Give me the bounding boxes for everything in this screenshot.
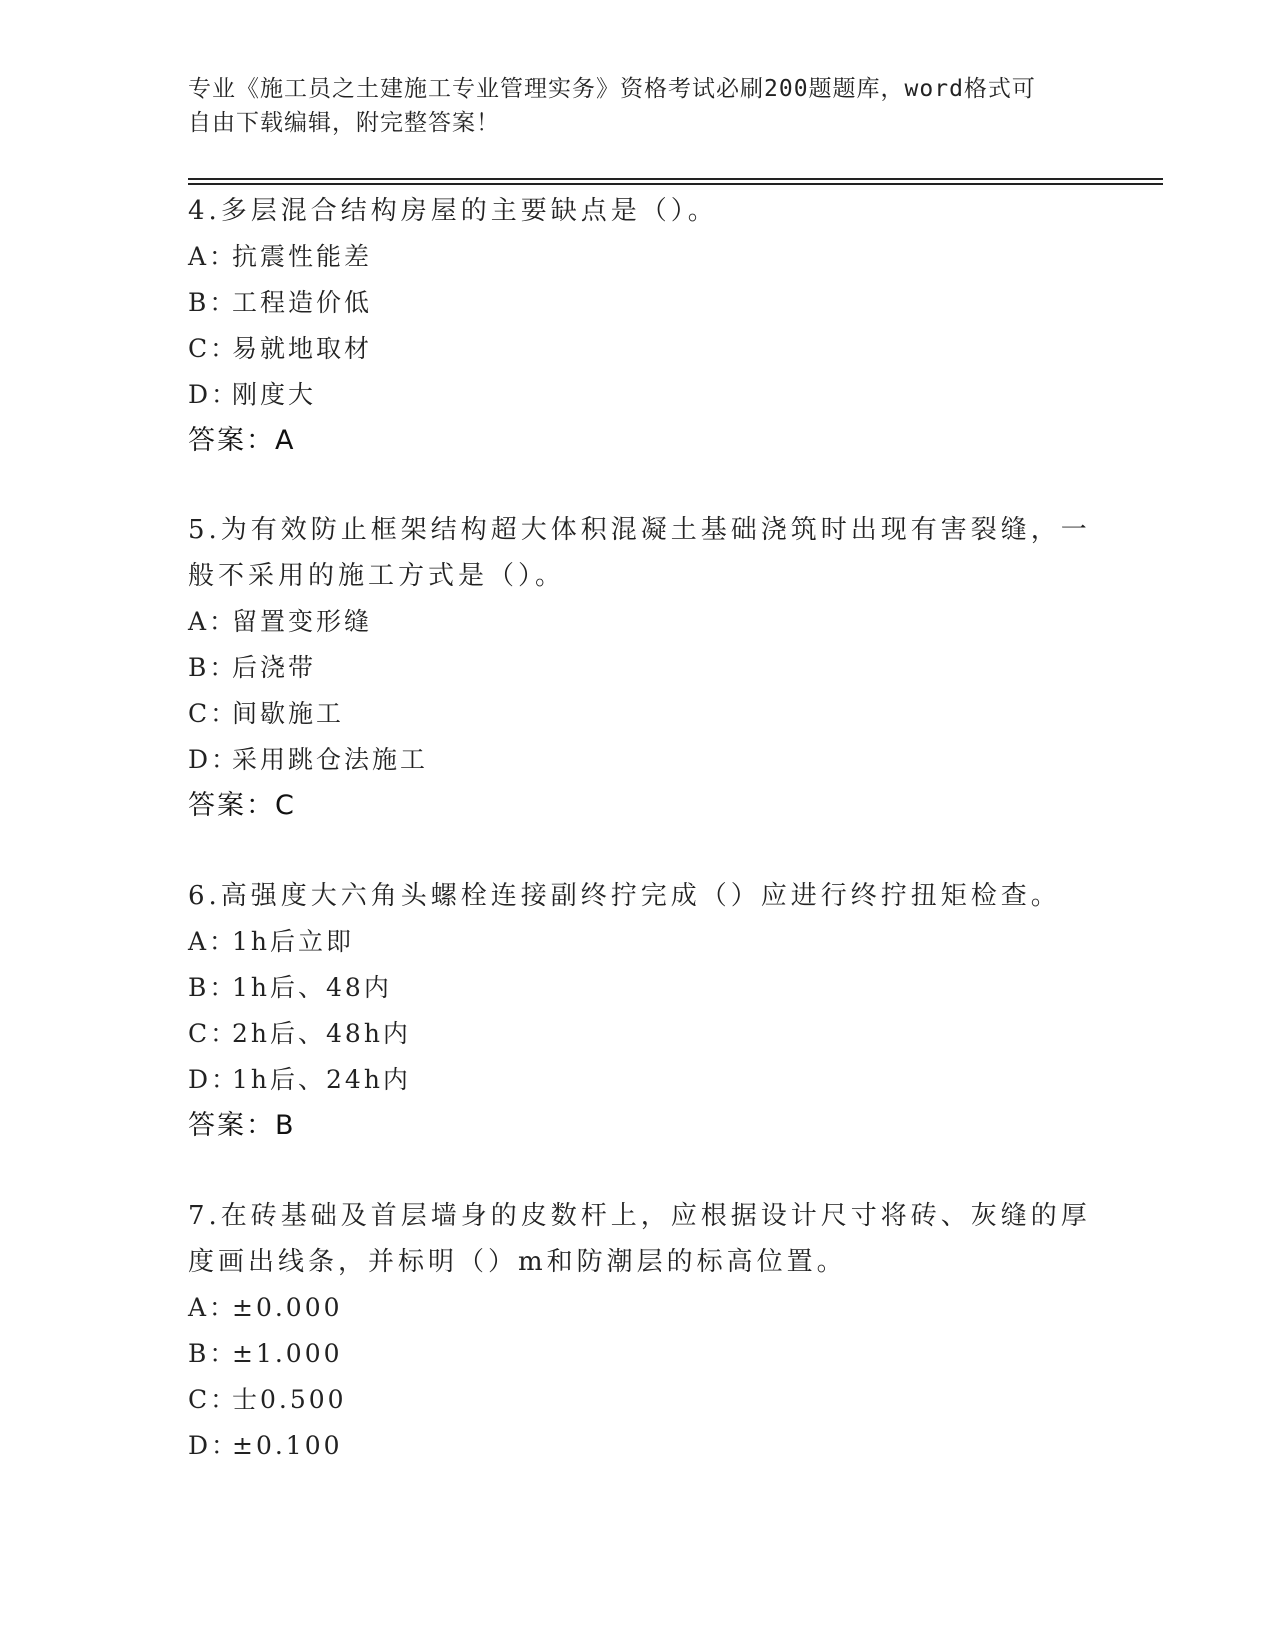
option-a (188, 919, 1068, 965)
option-a (188, 234, 1068, 280)
question-4 (188, 188, 1068, 464)
option-text: 1h后立即 (232, 927, 355, 956)
option-c (188, 1011, 1068, 1057)
header-divider-bottom (188, 183, 1163, 185)
option-b (188, 645, 1068, 691)
question-stem: 4.多层混合结构房屋的主要缺点是（）。 (188, 196, 718, 226)
document-header (188, 72, 1068, 140)
option-key: B： (188, 653, 238, 682)
option-key: D： (188, 745, 240, 774)
option-key: B： (188, 1339, 238, 1368)
option-c (188, 1377, 1068, 1423)
question-stem-line-1: 7.在砖基础及首层墙身的皮数杆上，应根据设计尺寸将砖、灰缝的厚 (188, 1201, 1091, 1231)
option-text: 1h后、48内 (232, 973, 392, 1002)
option-text: 1h后、24h内 (232, 1065, 411, 1094)
option-text: 抗震性能差 (232, 242, 373, 271)
question-stem: 6.高强度大六角头螺栓连接副终拧完成（）应进行终拧扭矩检查。 (188, 881, 1061, 911)
option-key: C： (188, 699, 239, 728)
answer: 答案：A (188, 425, 296, 456)
option-text: 间歇施工 (232, 699, 345, 728)
question-stem-line-1: 5.为有效防止框架结构超大体积混凝土基础浇筑时出现有害裂缝，一 (188, 515, 1091, 545)
option-key: B： (188, 973, 238, 1002)
option-c (188, 326, 1068, 372)
option-key: C： (188, 1019, 239, 1048)
option-c (188, 691, 1068, 737)
option-key: C： (188, 334, 239, 363)
option-text: ±0.000 (232, 1293, 343, 1322)
option-text: 后浇带 (232, 653, 317, 682)
option-d (188, 737, 1068, 783)
option-b (188, 965, 1068, 1011)
option-text: 2h后、48h内 (232, 1019, 411, 1048)
option-key: A： (188, 607, 238, 636)
option-key: A： (188, 242, 238, 271)
option-b (188, 280, 1068, 326)
option-text: ±1.000 (232, 1339, 343, 1368)
question-stem-line-2: 度画出线条，并标明（）m和防潮层的标高位置。 (188, 1247, 847, 1277)
option-key: D： (188, 380, 240, 409)
header-title-line-2: 自由下载编辑，附完整答案！ (188, 110, 500, 136)
option-text: 士0.500 (232, 1385, 347, 1414)
option-text: 留置变形缝 (232, 607, 373, 636)
option-text: 工程造价低 (232, 288, 373, 317)
option-b (188, 1331, 1068, 1377)
question-5 (188, 507, 1091, 829)
answer: 答案：B (188, 1110, 296, 1141)
question-stem-line-2: 般不采用的施工方式是（）。 (188, 561, 566, 591)
option-key: B： (188, 288, 238, 317)
question-7 (188, 1193, 1091, 1469)
option-key: D： (188, 1431, 240, 1460)
header-divider-top (188, 178, 1163, 180)
option-a (188, 1285, 1068, 1331)
option-text: 易就地取材 (232, 334, 373, 363)
answer: 答案：C (188, 790, 296, 821)
question-6 (188, 873, 1068, 1149)
option-a (188, 599, 1068, 645)
option-text: 刚度大 (232, 380, 317, 409)
option-key: D： (188, 1065, 240, 1094)
header-title-line-1: 专业《施工员之土建施工专业管理实务》资格考试必刷200题题库，word格式可 (188, 76, 1036, 102)
option-d (188, 1423, 1068, 1469)
option-text: ±0.100 (232, 1431, 343, 1460)
option-text: 采用跳仓法施工 (232, 745, 429, 774)
option-key: A： (188, 1293, 238, 1322)
option-key: A： (188, 927, 238, 956)
option-key: C： (188, 1385, 239, 1414)
option-d (188, 1057, 1068, 1103)
option-d (188, 372, 1068, 418)
